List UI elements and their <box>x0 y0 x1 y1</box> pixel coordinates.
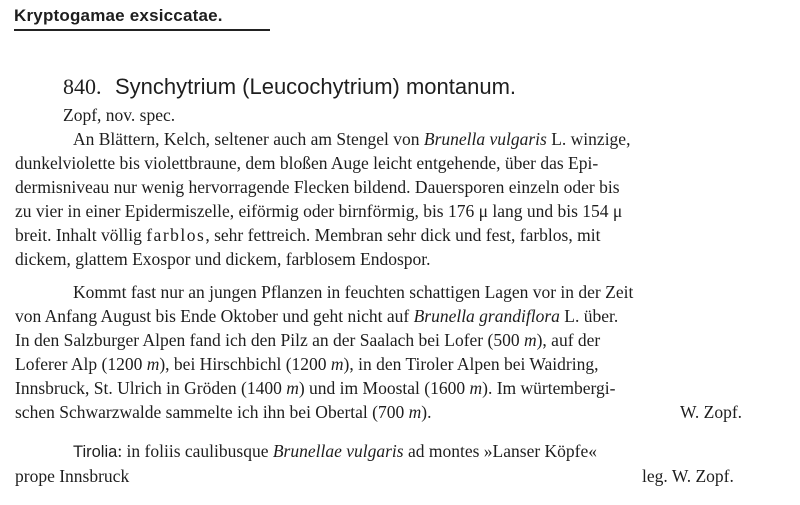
text-span: von Anfang August bis Ende Oktober und geht nicht auf <box>15 306 414 326</box>
text-span: schen Schwarzwalde sammelte ich ihn bei Obertal (700 <box>15 402 409 422</box>
locality-line-1 <box>73 440 597 463</box>
region-name: Tirolia <box>73 443 118 461</box>
species-name: Synchytrium (Leucochytrium) montanum. <box>115 74 517 99</box>
unit: m <box>286 378 299 398</box>
authority-line: Zopf, nov. spec. <box>63 105 176 125</box>
text-span: ), in den Tiroler Alpen bei Waidring, <box>343 354 599 374</box>
text-span: In den Salzburger Alpen fand ich den Pilz an der Saalach bei Lofer (500 <box>15 330 524 350</box>
host-species: Brunella vulgaris <box>423 129 547 149</box>
text-span: L. winzige, <box>546 129 631 149</box>
description-line-2: dunkelviolette bis violettbraune, dem bloßen Auge leicht entgehende, über das Epi- <box>15 153 599 173</box>
occurrence-line-4 <box>15 353 598 375</box>
description-line-3: dermisniveau nur wenig hervorragende Flecken bildend. Dauersporen einzeln oder bis <box>15 177 620 197</box>
section-header <box>14 6 270 31</box>
unit: m <box>523 330 537 350</box>
section-header-text: Kryptogamae exsiccatae. <box>14 6 223 25</box>
unit: m <box>408 402 422 422</box>
collector-credit: leg. W. Zopf. <box>642 466 734 486</box>
unit: m <box>469 378 483 398</box>
text-span: ) und im Moostal (1600 <box>298 378 470 398</box>
text-span: An Blättern, Kelch, seltener auch am Stengel von <box>73 129 424 149</box>
occurrence-line-2 <box>15 305 618 327</box>
spaced-word: farblos <box>146 225 206 245</box>
text-span: ). <box>421 402 432 422</box>
text-span: : in foliis caulibusque <box>117 441 273 461</box>
text-span: breit. Inhalt völlig <box>15 225 147 245</box>
text-span: Innsbruck, St. Ulrich in Gröden (1400 <box>15 378 287 398</box>
occurrence-line-3 <box>15 329 600 351</box>
entry-title <box>63 74 516 100</box>
text-span: ad montes »Lanser Köpfe« <box>403 441 598 461</box>
text-span: Loferer Alp (1200 <box>15 354 147 374</box>
text-span: ), bei Hirschbichl (1200 <box>159 354 331 374</box>
host-species-latin: Brunellae vulgaris <box>272 441 404 461</box>
text-span: ). Im würtembergi- <box>482 378 616 398</box>
author-signature: W. Zopf. <box>680 402 743 422</box>
description-line-1 <box>73 128 630 150</box>
text-span: ), auf der <box>536 330 601 350</box>
compared-species: Brunella grandiflora <box>413 306 560 326</box>
occurrence-line-6 <box>15 401 431 423</box>
unit: m <box>330 354 344 374</box>
entry-number: 840. <box>63 74 102 99</box>
description-line-5 <box>15 224 600 246</box>
unit: m <box>146 354 160 374</box>
text-span: , sehr fettreich. Membran sehr dick und fest, farblos, mit <box>205 225 601 245</box>
description-line-6: dickem, glattem Exospor und dickem, farblosem Endospor. <box>15 249 431 269</box>
occurrence-line-1: Kommt fast nur an jungen Pflanzen in feuchten schattigen Lagen vor in der Zeit <box>73 282 634 302</box>
locality-line-2: prope Innsbruck <box>15 466 130 486</box>
occurrence-line-5 <box>15 377 615 399</box>
text-span: L. über. <box>559 306 619 326</box>
description-line-4: zu vier in einer Epidermiszelle, eiförmig oder birnförmig, bis 176 μ lang und bis 154 μ <box>15 201 623 221</box>
